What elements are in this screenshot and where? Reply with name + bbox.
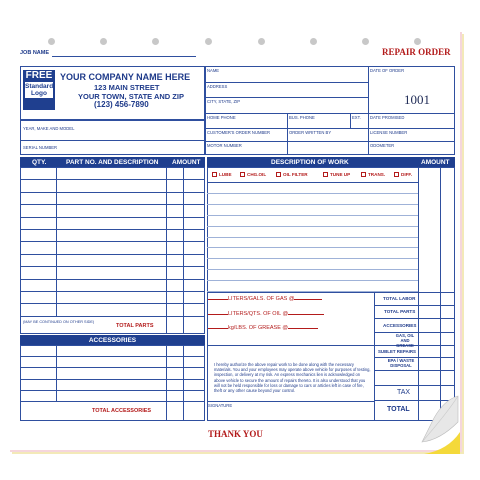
- binding-hole: [362, 38, 369, 45]
- form-title: REPAIR ORDER: [382, 47, 451, 57]
- table-row-line[interactable]: [20, 241, 205, 242]
- table-row-line[interactable]: [20, 229, 205, 230]
- table-row-line[interactable]: [20, 356, 205, 357]
- job-name-line[interactable]: [52, 56, 196, 57]
- totals-accessories-label: ACCESSORIES: [383, 323, 417, 328]
- table-row-line[interactable]: [20, 303, 205, 304]
- oil-filter-option[interactable]: OIL FILTER: [276, 172, 308, 177]
- qty-header: QTY.: [32, 158, 47, 166]
- logo: [23, 70, 55, 110]
- lube-option[interactable]: LUBE: [212, 172, 232, 177]
- diff-option[interactable]: DIFF.: [394, 172, 412, 177]
- total-parts-label: TOTAL PARTS: [116, 323, 154, 329]
- bus-phone-label: BUS. PHONE: [289, 115, 315, 120]
- date-of-order-label: DATE OF ORDER: [370, 68, 405, 73]
- logo-standard: Standard: [25, 83, 54, 90]
- date-promised-label: DATE PROMISED: [370, 115, 405, 120]
- job-name-label: JOB NAME: [20, 50, 50, 56]
- order-number: 1001: [404, 92, 430, 107]
- work-amount-header: AMOUNT: [421, 158, 450, 166]
- address-label: ADDRESS: [207, 84, 228, 89]
- gas-oil-grease-label: GAS, OIL AND GREASE: [395, 333, 415, 348]
- table-row-line[interactable]: [207, 204, 418, 205]
- binding-hole: [152, 38, 159, 45]
- table-row-line[interactable]: [20, 192, 205, 193]
- grease-line[interactable]: kg/LBS. OF GREASE @: [208, 325, 318, 331]
- table-row-line[interactable]: [20, 179, 205, 180]
- license-number-label: LICENSE NUMBER: [370, 130, 408, 135]
- order-written-by-label: ORDER WRITTEN BY: [289, 130, 332, 135]
- table-row-line[interactable]: [20, 254, 205, 255]
- serial-number-label: SERIAL NUMBER: [23, 145, 58, 150]
- accessories-header: [20, 335, 205, 345]
- company-name: YOUR COMPANY NAME HERE: [60, 72, 191, 82]
- table-row-line[interactable]: [20, 367, 205, 368]
- odometer-label: ODOMETER: [370, 143, 395, 148]
- table-row-line[interactable]: [20, 401, 205, 402]
- oil-line[interactable]: LITERS/QTS. OF OIL @: [208, 311, 324, 317]
- binding-hole: [310, 38, 317, 45]
- customer-order-number-label: CUSTOMER'S ORDER NUMBER: [207, 130, 271, 135]
- epa-disposal-label: EPA / WASTE DISPOSAL: [387, 358, 415, 368]
- accessories-header-label: ACCESSORIES: [88, 336, 137, 344]
- company-street: 123 MAIN STREET: [94, 83, 160, 92]
- table-row-line[interactable]: [207, 258, 418, 259]
- binding-hole: [205, 38, 212, 45]
- city-state-zip-label: CITY, STATE, ZIP: [207, 99, 241, 104]
- table-row-line[interactable]: [207, 280, 418, 281]
- logo-free: FREE: [25, 70, 53, 81]
- work-header: [207, 157, 455, 167]
- parts-header: [20, 157, 205, 167]
- tune-up-option[interactable]: TUNE UP: [323, 172, 350, 177]
- table-row-line[interactable]: [20, 390, 205, 391]
- binding-hole: [48, 38, 55, 45]
- table-row-line[interactable]: [207, 247, 418, 248]
- binding-hole: [258, 38, 265, 45]
- company-phone: (123) 456-7890: [94, 100, 149, 109]
- motor-number-label: MOTOR NUMBER: [207, 143, 242, 148]
- binding-hole: [100, 38, 107, 45]
- home-phone-label: HOME PHONE: [207, 115, 236, 120]
- thank-you: THANK YOU: [208, 429, 263, 439]
- authorization-text: I hereby authorize the above repair work to be done along with the necessary materials. You and your employees may operate above vehicle for purposes of testing, inspection, or delivery at my risk. An express mechanics lien is acknowledged on above vehicle to secure the amount of repairs thereto. It is also understood that you will not be held responsible for loss or damage to cars or articles left in case of fire, theft or any other cause beyond your control.: [214, 362, 371, 394]
- binding-hole: [414, 38, 421, 45]
- table-row-line[interactable]: [20, 316, 205, 317]
- continued-note: (MAY BE CONTINUED ON OTHER SIDE): [23, 320, 95, 324]
- page-curl: [418, 392, 464, 454]
- table-row-line[interactable]: [20, 266, 205, 267]
- table-row-line[interactable]: [207, 193, 418, 194]
- sublet-repairs-label: SUBLET REPAIRS: [378, 349, 416, 354]
- chg-oil-option[interactable]: CHG.OIL: [240, 172, 266, 177]
- totals-total-parts-label: TOTAL PARTS: [384, 309, 416, 314]
- tax-label: TAX: [397, 389, 411, 396]
- work-description-header: DESCRIPTION OF WORK: [271, 158, 349, 166]
- gas-line[interactable]: LITERS/GALS. OF GAS @: [208, 296, 322, 302]
- table-row-line[interactable]: [20, 204, 205, 205]
- table-row-line[interactable]: [20, 217, 205, 218]
- signature-label: SIGNATURE: [208, 403, 233, 408]
- table-row-line[interactable]: [207, 269, 418, 270]
- table-row-line[interactable]: [20, 379, 205, 380]
- table-row-line[interactable]: [207, 215, 418, 216]
- part-desc-header: PART NO. AND DESCRIPTION: [66, 158, 159, 166]
- table-row-line[interactable]: [20, 279, 205, 280]
- ext-label: EXT.: [352, 115, 361, 120]
- table-row-line[interactable]: [207, 237, 418, 238]
- total-label: TOTAL: [387, 406, 410, 413]
- year-make-model-label: YEAR, MAKE AND MODEL: [23, 126, 75, 131]
- trans-option[interactable]: TRANS.: [361, 172, 385, 177]
- logo-logo: Logo: [31, 90, 47, 97]
- total-labor-label: TOTAL LABOR: [383, 296, 416, 301]
- name-label: NAME: [207, 68, 220, 73]
- table-row-line[interactable]: [20, 291, 205, 292]
- parts-amount-header: AMOUNT: [172, 158, 201, 166]
- table-row-line[interactable]: [207, 226, 418, 227]
- total-accessories-label: TOTAL ACCESSORIES: [92, 408, 152, 414]
- company-city: YOUR TOWN, STATE AND ZIP: [78, 92, 184, 101]
